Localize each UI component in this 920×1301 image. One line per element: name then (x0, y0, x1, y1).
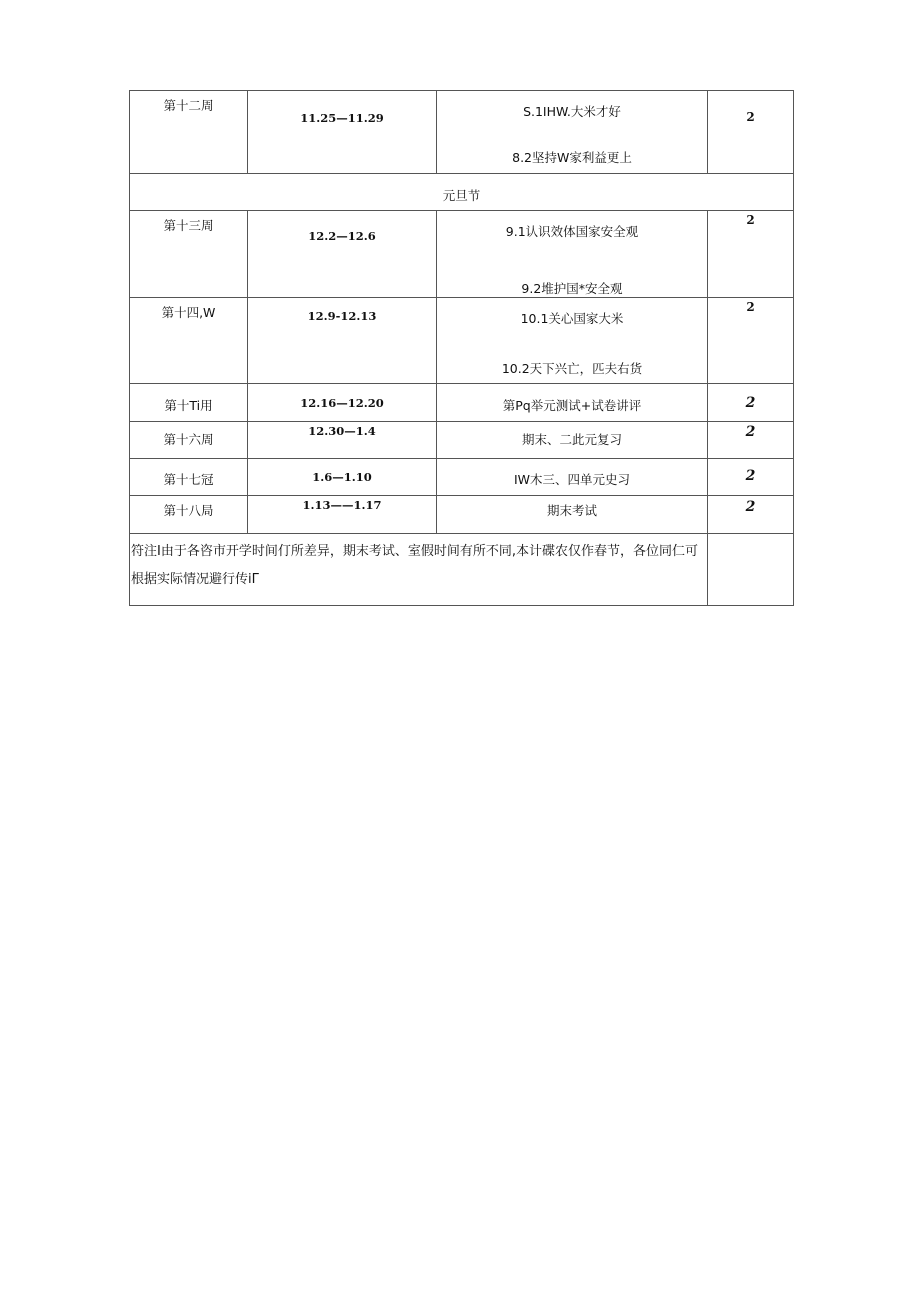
hours-cell (708, 298, 794, 384)
lesson-title: S.1IHW.大米才好 (523, 104, 621, 119)
table-row (130, 534, 794, 606)
week-label: 第十Ti用 (164, 398, 213, 413)
week-label: 第十七冠 (163, 472, 214, 487)
week-cell (130, 211, 248, 298)
week-cell (130, 422, 248, 459)
lesson-cell (437, 422, 708, 459)
week-cell (130, 298, 248, 384)
date-cell (248, 384, 437, 422)
hours-value: 2 (746, 213, 755, 227)
lesson-title: 9.1认识效体国家安全观 (505, 224, 639, 239)
hours-cell (708, 91, 794, 174)
lesson-title: 期末、二此元复习 (521, 432, 622, 447)
date-cell (248, 496, 437, 534)
hours-value: 2 (746, 300, 755, 314)
note-cell (130, 534, 708, 606)
lesson-cell (437, 384, 708, 422)
date-range: 12.16—12.20 (300, 396, 384, 410)
table-row (130, 298, 794, 384)
hours-cell (708, 422, 794, 459)
lesson-title: 10.2天下兴亡，匹夫右货 (501, 361, 643, 376)
lesson-cell (437, 459, 708, 496)
date-cell (248, 422, 437, 459)
lesson-cell (437, 91, 708, 174)
lesson-title: 10.1关心国家大米 (520, 311, 624, 326)
table-row (130, 211, 794, 298)
week-cell (130, 91, 248, 174)
note-text: 符注I由于各咨市开学时间仃所差异，期末考试、室假时间有所不同,本计碟农仅作春节，各位同仁可根据实际情况避行传iΓ (131, 544, 698, 587)
week-label: 第十六周 (163, 432, 214, 447)
week-cell (130, 496, 248, 534)
week-cell (130, 459, 248, 496)
hours-value: 2 (745, 395, 756, 411)
date-range: 1.6—1.10 (312, 470, 372, 484)
lesson-cell (437, 496, 708, 534)
hours-value: 2 (745, 424, 756, 440)
hours-cell (708, 496, 794, 534)
date-cell (248, 298, 437, 384)
week-label: 第十八局 (163, 503, 214, 518)
hours-value: 2 (746, 110, 755, 124)
table-row (130, 91, 794, 174)
hours-value: 2 (745, 468, 756, 484)
table-row (130, 496, 794, 534)
table-row (130, 174, 794, 211)
lesson-title: 9.2堆护国*安全观 (521, 281, 623, 296)
lesson-title: 8.2坚持W家利益更上 (512, 150, 632, 165)
hours-cell (708, 459, 794, 496)
holiday-cell (130, 174, 794, 211)
date-range: 1.13——1.17 (302, 498, 382, 512)
week-cell (130, 384, 248, 422)
schedule-table (129, 90, 794, 606)
date-range: 12.9-12.13 (307, 309, 377, 323)
lesson-title: 第Pq举元测试+试卷讲评 (502, 398, 642, 413)
empty-cell (708, 534, 794, 606)
date-cell (248, 211, 437, 298)
table-row (130, 422, 794, 459)
date-range: 12.30—1.4 (308, 424, 376, 438)
holiday-label: 元旦节 (442, 188, 481, 203)
lesson-title: IW木三、四单元史习 (513, 472, 631, 487)
week-label: 第十三周 (163, 218, 214, 233)
date-cell (248, 459, 437, 496)
week-label: 第十四,W (161, 305, 216, 320)
date-cell (248, 91, 437, 174)
date-range: 11.25—11.29 (300, 111, 384, 125)
lesson-cell (437, 211, 708, 298)
hours-cell (708, 384, 794, 422)
date-range: 12.2—12.6 (308, 229, 376, 243)
lesson-cell (437, 298, 708, 384)
table-row (130, 459, 794, 496)
table-row (130, 384, 794, 422)
hours-cell (708, 211, 794, 298)
lesson-title: 期末考试 (546, 503, 597, 518)
week-label: 第十二周 (163, 98, 214, 113)
hours-value: 2 (745, 499, 756, 515)
